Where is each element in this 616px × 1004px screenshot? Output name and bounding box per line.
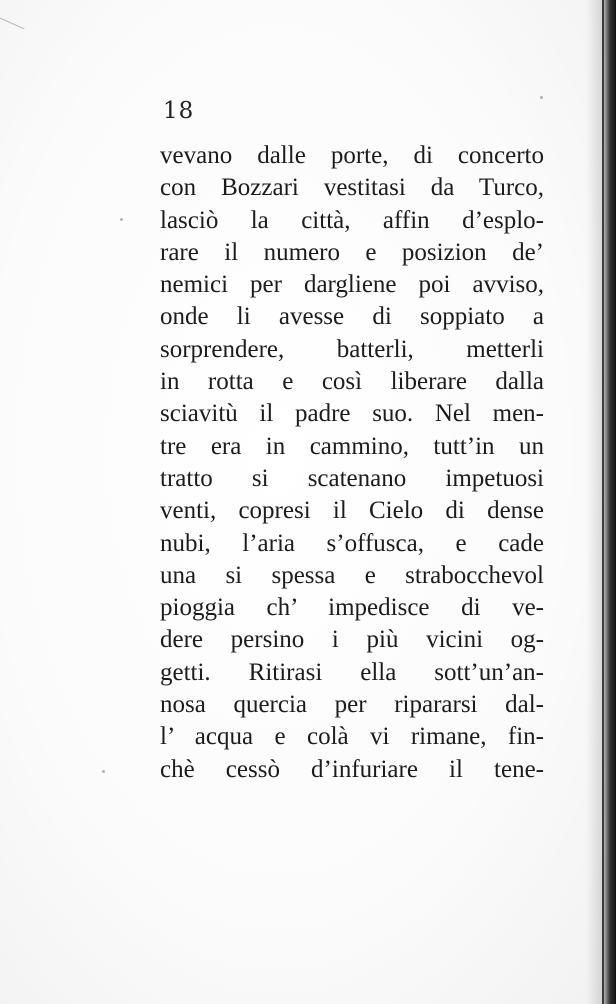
text-line: l’ acqua e colà vi rimane, fin-: [160, 723, 544, 751]
text-line: nubi, l’aria s’offusca, e cade: [160, 529, 544, 557]
text-line: nemici per dargliene poi avviso,: [160, 271, 544, 299]
text-line: dere persino i più vicini og-: [160, 626, 544, 654]
text-line: lasciò la città, affin d’esplo-: [160, 206, 544, 234]
text-line: chè cessò d’infuriare il tene-: [160, 755, 544, 783]
text-line: una si spessa e strabocchevol: [160, 561, 544, 589]
text-line: sciavitù il padre suo. Nel men-: [160, 400, 544, 428]
text-line: getti. Ritirasi ella sott’un’an-: [160, 658, 544, 686]
body-text: [160, 140, 544, 786]
binding-line: [602, 0, 604, 1004]
text-line: nosa quercia per ripararsi dal-: [160, 691, 544, 719]
text-line: sorprendere, batterli, metterli: [160, 335, 544, 363]
corner-crease: [0, 0, 31, 29]
text-line: tratto si scatenano impetuosi: [160, 464, 544, 492]
text-line: in rotta e così liberare dalla: [160, 368, 544, 396]
text-line: vevano dalle porte, di concerto: [160, 142, 544, 169]
text-line: onde li avesse di soppiato a: [160, 303, 544, 331]
text-line: pioggia ch’ impedisce di ve-: [160, 594, 544, 622]
page-number: 18: [163, 98, 195, 124]
text-line: rare il numero e posizion de’: [160, 238, 544, 266]
text-line: venti, copresi il Cielo di dense: [160, 497, 544, 525]
paper-speck: [540, 96, 543, 99]
binding-shadow: [586, 0, 616, 1004]
text-line: tre era in cammino, tutt’in un: [160, 432, 544, 460]
text-line: con Bozzari vestitasi da Turco,: [160, 174, 544, 202]
paper-speck: [120, 218, 123, 221]
paper-speck: [102, 770, 105, 773]
